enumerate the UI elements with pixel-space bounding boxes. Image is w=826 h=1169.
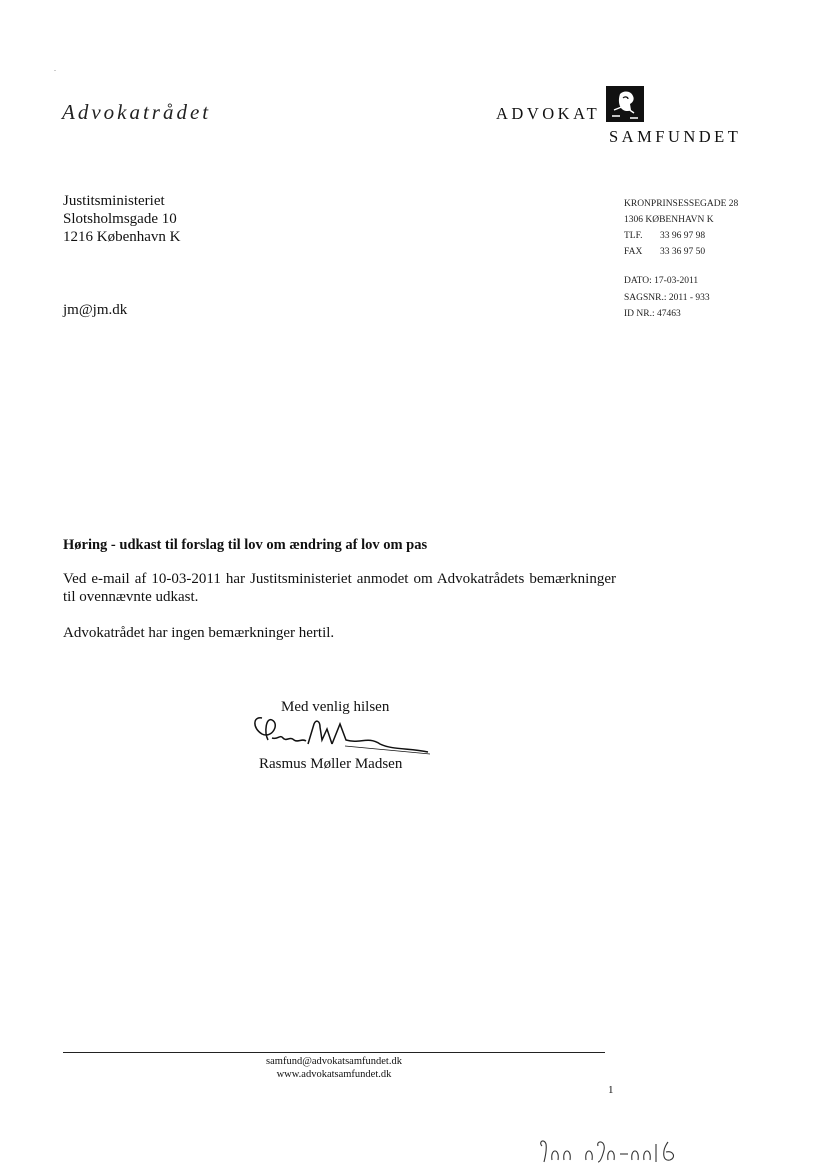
footer-website: www.advokatsamfundet.dk — [276, 1069, 392, 1080]
fax-label: FAX — [624, 247, 643, 257]
page-number: 1 — [608, 1084, 614, 1096]
recipient-address — [63, 192, 180, 246]
case-number: SAGSNR.: 2011 - 933 — [624, 292, 710, 303]
handwritten-signature — [250, 710, 435, 760]
recipient-line: Justitsministeriet — [63, 193, 165, 209]
handwritten-reference-note — [536, 1136, 686, 1166]
sender-name: Advokatrådet — [62, 100, 212, 124]
sender-contact-block — [624, 196, 738, 260]
phone-number: 33 96 97 98 — [660, 231, 706, 241]
recipient-line: 1216 København K — [63, 229, 181, 245]
recipient-email: jm@jm.dk — [63, 302, 128, 318]
logo-line-advokat: ADVOKAT — [496, 104, 601, 123]
case-date: DATO: 17-03-2011 — [624, 276, 699, 286]
signatory-name: Rasmus Møller Madsen — [259, 756, 403, 772]
contact-city: 1306 KØBENHAVN K — [624, 215, 714, 225]
justitia-logo-icon — [606, 86, 644, 122]
contact-street: KRONPRINSESSEGADE 28 — [624, 199, 739, 209]
case-info-block — [624, 273, 710, 323]
letter-paragraph: Ved e-mail af 10-03-2011 har Justitsministeriet anmodet om Advokatrådets bemærkninger til ovennævnte udkast. — [63, 571, 616, 605]
contact-phone-row — [624, 228, 738, 244]
logo-line-samfundet: SAMFUNDET — [609, 127, 742, 146]
fax-number: 33 36 97 50 — [660, 247, 706, 257]
footer — [63, 1055, 605, 1081]
letter-subject: Høring - udkast til forslag til lov om ændring af lov om pas — [63, 537, 428, 553]
recipient-line: Slotsholmsgade 10 — [63, 211, 177, 227]
case-id-number: ID NR.: 47463 — [624, 309, 681, 319]
phone-label: TLF. — [624, 231, 643, 241]
scan-speck — [54, 70, 56, 71]
footer-email: samfund@advokatsamfundet.dk — [266, 1056, 402, 1067]
letter-paragraph: Advokatrådet har ingen bemærkninger hertil. — [63, 625, 335, 641]
footer-divider — [63, 1052, 605, 1053]
closing-phrase: Med venlig hilsen — [281, 699, 390, 715]
contact-fax-row — [624, 244, 738, 260]
